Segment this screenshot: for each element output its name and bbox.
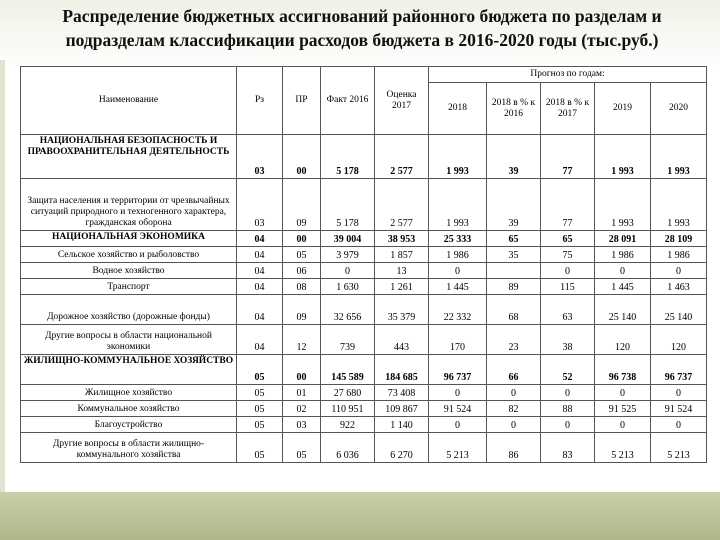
row-rz: 05 [237,417,283,433]
row-pct-2017: 63 [541,295,595,325]
row-fact-2016: 32 656 [321,295,375,325]
row-est-2017: 1 261 [375,279,429,295]
row-est-2017: 1 857 [375,247,429,263]
row-pr: 02 [283,401,321,417]
row-name: ЖИЛИЩНО-КОММУНАЛЬНОЕ ХОЗЯЙСТВО [21,355,237,385]
row-pct-2016: 35 [487,247,541,263]
row-2018: 1 445 [429,279,487,295]
row-2020: 91 524 [651,401,707,417]
row-pct-2017: 52 [541,355,595,385]
row-est-2017: 73 408 [375,385,429,401]
row-2019: 25 140 [595,295,651,325]
row-2018: 0 [429,263,487,279]
row-pct-2017: 77 [541,179,595,231]
row-pct-2017: 83 [541,433,595,463]
table-row [21,401,707,417]
row-rz: 04 [237,231,283,247]
row-pr: 00 [283,231,321,247]
row-rz: 05 [237,401,283,417]
header-pr: ПР [283,67,321,135]
page-title: Распределение бюджетных ассигнований районного бюджета по разделам и подразделам классификации расходов бюджета в 2016-2020 годы (тыс.руб.) [62,6,662,50]
row-est-2017: 6 270 [375,433,429,463]
row-name: Сельское хозяйство и рыболовство [21,247,237,263]
row-name: Дорожное хозяйство (дорожные фонды) [21,295,237,325]
table-row [21,135,707,179]
row-pct-2016: 82 [487,401,541,417]
row-2020: 1 463 [651,279,707,295]
row-fact-2016: 39 004 [321,231,375,247]
row-est-2017: 38 953 [375,231,429,247]
row-name: Благоустройство [21,417,237,433]
row-2020: 28 109 [651,231,707,247]
row-fact-2016: 3 979 [321,247,375,263]
row-pct-2016: 23 [487,325,541,355]
row-2019: 1 993 [595,135,651,179]
header-name: Наименование [21,67,237,135]
row-2020: 0 [651,385,707,401]
row-fact-2016: 0 [321,263,375,279]
table-row [21,263,707,279]
header-forecast: Прогноз по годам: [429,67,707,83]
row-rz: 05 [237,433,283,463]
row-est-2017: 184 685 [375,355,429,385]
header-2020: 2020 [651,83,707,135]
row-2020: 120 [651,325,707,355]
row-fact-2016: 5 178 [321,135,375,179]
row-pct-2017: 0 [541,385,595,401]
row-pr: 08 [283,279,321,295]
row-rz: 04 [237,247,283,263]
row-pct-2016: 39 [487,135,541,179]
row-name: НАЦИОНАЛЬНАЯ БЕЗОПАСНОСТЬ И ПРАВООХРАНИТЕЛЬНАЯ ДЕЯТЕЛЬНОСТЬ [21,135,237,179]
row-est-2017: 109 867 [375,401,429,417]
row-2018: 5 213 [429,433,487,463]
row-2019: 0 [595,385,651,401]
row-name: Водное хозяйство [21,263,237,279]
row-pr: 09 [283,179,321,231]
table-row [21,247,707,263]
row-rz: 04 [237,279,283,295]
row-pr: 03 [283,417,321,433]
row-pr: 05 [283,247,321,263]
row-name: Жилищное хозяйство [21,385,237,401]
row-2020: 25 140 [651,295,707,325]
row-2018: 22 332 [429,295,487,325]
header-pct-2017: 2018 в % к 2017 [541,83,595,135]
row-pct-2017: 77 [541,135,595,179]
row-est-2017: 1 140 [375,417,429,433]
row-2018: 96 737 [429,355,487,385]
row-2019: 120 [595,325,651,355]
table-row [21,325,707,355]
row-2019: 1 986 [595,247,651,263]
row-2018: 0 [429,385,487,401]
header-2019: 2019 [595,83,651,135]
header-estimate-2017: Оценка 2017 [375,67,429,135]
row-2019: 96 738 [595,355,651,385]
row-rz: 03 [237,179,283,231]
row-2019: 28 091 [595,231,651,247]
table-row [21,385,707,401]
row-pr: 09 [283,295,321,325]
row-name: Защита населения и территории от чрезвычайных ситуаций природного и техногенного характера, гражданская оборона [21,179,237,231]
table-row [21,279,707,295]
header-pct-2016: 2018 в % к 2016 [487,83,541,135]
table-row [21,433,707,463]
table-row [21,417,707,433]
row-2018: 1 993 [429,179,487,231]
row-fact-2016: 1 630 [321,279,375,295]
row-2019: 0 [595,417,651,433]
row-2020: 5 213 [651,433,707,463]
row-est-2017: 2 577 [375,179,429,231]
row-est-2017: 35 379 [375,295,429,325]
table-row [21,231,707,247]
row-2018: 1 986 [429,247,487,263]
row-2019: 0 [595,263,651,279]
row-est-2017: 443 [375,325,429,355]
row-pct-2017: 75 [541,247,595,263]
header-rz: Рз [237,67,283,135]
row-2018: 170 [429,325,487,355]
header-2018: 2018 [429,83,487,135]
row-pct-2017: 65 [541,231,595,247]
row-pct-2016: 89 [487,279,541,295]
row-pr: 00 [283,355,321,385]
table-row [21,295,707,325]
row-pct-2017: 38 [541,325,595,355]
row-fact-2016: 6 036 [321,433,375,463]
row-fact-2016: 110 951 [321,401,375,417]
row-pr: 06 [283,263,321,279]
row-pct-2016: 68 [487,295,541,325]
row-rz: 03 [237,135,283,179]
row-pct-2016: 39 [487,179,541,231]
row-pr: 05 [283,433,321,463]
row-fact-2016: 922 [321,417,375,433]
row-pr: 00 [283,135,321,179]
row-rz: 05 [237,385,283,401]
row-2019: 1 445 [595,279,651,295]
row-2020: 0 [651,417,707,433]
table-row [21,179,707,231]
row-name: Другие вопросы в области жилищно-коммунального хозяйства [21,433,237,463]
row-2019: 5 213 [595,433,651,463]
row-fact-2016: 27 680 [321,385,375,401]
row-rz: 04 [237,325,283,355]
row-fact-2016: 739 [321,325,375,355]
row-pct-2017: 0 [541,263,595,279]
row-est-2017: 2 577 [375,135,429,179]
row-name: Коммунальное хозяйство [21,401,237,417]
row-2018: 1 993 [429,135,487,179]
row-2018: 91 524 [429,401,487,417]
left-decorative-stripe [0,60,5,492]
row-est-2017: 13 [375,263,429,279]
row-rz: 05 [237,355,283,385]
row-pct-2017: 115 [541,279,595,295]
row-pct-2016 [487,263,541,279]
row-2020: 1 993 [651,179,707,231]
row-pct-2017: 88 [541,401,595,417]
header-row-1 [21,67,707,83]
row-name: Транспорт [21,279,237,295]
row-2020: 0 [651,263,707,279]
budget-table [20,66,707,463]
row-fact-2016: 5 178 [321,179,375,231]
row-2018: 25 333 [429,231,487,247]
row-rz: 04 [237,263,283,279]
row-rz: 04 [237,295,283,325]
row-2020: 1 993 [651,135,707,179]
row-pr: 12 [283,325,321,355]
row-pr: 01 [283,385,321,401]
row-pct-2017: 0 [541,417,595,433]
row-pct-2016: 66 [487,355,541,385]
table-row [21,355,707,385]
row-pct-2016: 65 [487,231,541,247]
row-fact-2016: 145 589 [321,355,375,385]
row-2018: 0 [429,417,487,433]
row-name: Другие вопросы в области национальной экономики [21,325,237,355]
row-2019: 1 993 [595,179,651,231]
row-pct-2016: 86 [487,433,541,463]
row-2019: 91 525 [595,401,651,417]
row-2020: 96 737 [651,355,707,385]
row-pct-2016: 0 [487,385,541,401]
row-2020: 1 986 [651,247,707,263]
row-name: НАЦИОНАЛЬНАЯ ЭКОНОМИКА [21,231,237,247]
bottom-decorative-band [0,492,720,540]
row-pct-2016: 0 [487,417,541,433]
header-fact-2016: Факт 2016 [321,67,375,135]
